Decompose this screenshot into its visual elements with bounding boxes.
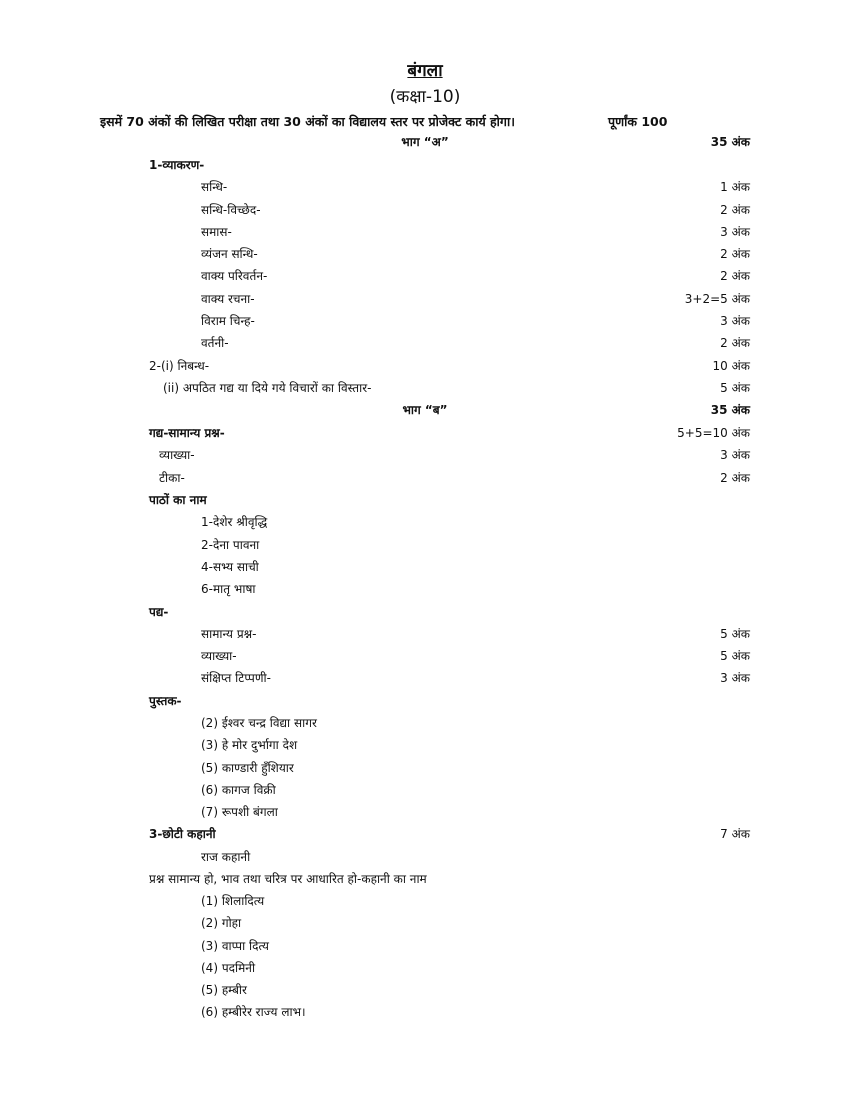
- list-item: [100, 667, 750, 689]
- lesson-name: 1-देशेर श्रीवृद्धि: [201, 515, 268, 529]
- lessons-heading: पाठों का नाम: [149, 493, 207, 507]
- book-name: (6) कागज विक्री: [201, 783, 276, 797]
- poetry-heading-row: [100, 601, 750, 623]
- prose-row: [100, 422, 750, 444]
- item-label: संक्षिप्त टिप्पणी-: [201, 671, 271, 685]
- list-item: [100, 511, 750, 533]
- short-story-heading: 3-छोटी कहानी: [149, 827, 216, 841]
- item-label: वाक्य परिवर्तन-: [201, 269, 268, 283]
- item-label: वाक्य रचना-: [201, 292, 255, 306]
- item-label: व्यंजन सन्धि-: [201, 247, 258, 261]
- list-item: [100, 467, 750, 489]
- lesson-name: 4-सभ्य साची: [201, 560, 259, 574]
- item-label: विराम चिन्ह-: [201, 314, 255, 328]
- list-item: [100, 957, 750, 979]
- item-marks: 2 अंक: [720, 247, 750, 261]
- list-item: [100, 757, 750, 779]
- lesson-name: 2-देना पावना: [201, 538, 260, 552]
- essay-row: [100, 355, 750, 377]
- list-item: [100, 243, 750, 265]
- item-marks: 5 अंक: [720, 627, 750, 641]
- list-item: [100, 890, 750, 912]
- list-item: [100, 779, 750, 801]
- item-marks: 2 अंक: [720, 471, 750, 485]
- item-marks: 3 अंक: [720, 448, 750, 462]
- short-story-note-row: [100, 868, 750, 890]
- item-label: सन्धि-विच्छेद-: [201, 203, 261, 217]
- short-story-row: [100, 823, 750, 845]
- story-name: (3) वाप्पा दित्य: [201, 939, 269, 953]
- page-title: बंगला: [407, 61, 443, 81]
- item-marks: 2 अंक: [720, 269, 750, 283]
- part-a-heading-row: [100, 131, 750, 153]
- part-a-marks: 35 अंक: [710, 135, 750, 149]
- list-item: [100, 623, 750, 645]
- list-item: [100, 556, 750, 578]
- poetry-heading: पद्य-: [149, 605, 169, 619]
- expansion-label: (ii) अपठित गद्य या दिये गये विचारों का विस्तार-: [163, 381, 372, 395]
- item-label: व्याख्या-: [201, 649, 237, 663]
- list-item: [100, 645, 750, 667]
- story-name: (1) शिलादित्य: [201, 894, 265, 908]
- item-label: टीका-: [159, 471, 185, 485]
- prose-marks: 5+5=10 अंक: [677, 426, 750, 440]
- item-label: समास-: [201, 225, 232, 239]
- list-item: [100, 1001, 750, 1023]
- part-a-heading: भाग “अ”: [401, 135, 449, 149]
- item-label: वर्तनी-: [201, 336, 229, 350]
- item-label: व्याख्या-: [159, 448, 195, 462]
- total-marks: पूर्णांक 100: [608, 114, 668, 129]
- list-item: [100, 846, 750, 868]
- grammar-heading: 1-व्याकरण-: [149, 158, 205, 172]
- item-label: सामान्य प्रश्न-: [201, 627, 257, 641]
- item-label: सन्धि-: [201, 180, 228, 194]
- part-b-marks: 35 अंक: [710, 403, 750, 417]
- list-item: [100, 199, 750, 221]
- expansion-marks: 5 अंक: [720, 381, 750, 395]
- short-story-marks: 7 अंक: [720, 827, 750, 841]
- book-name: (3) हे मोर दुर्भागा देश: [201, 738, 298, 752]
- item-marks: 2 अंक: [720, 336, 750, 350]
- story-name: (5) हम्बीर: [201, 983, 247, 997]
- list-item: [100, 734, 750, 756]
- part-b-heading: भाग “ब”: [402, 403, 448, 417]
- list-item: [100, 712, 750, 734]
- story-name: (6) हम्बीरेर राज्य लाभ।: [201, 1005, 306, 1019]
- list-item: [100, 979, 750, 1001]
- list-item: [100, 801, 750, 823]
- list-item: [100, 912, 750, 934]
- item-marks: 5 अंक: [720, 649, 750, 663]
- list-item: [100, 935, 750, 957]
- story-name: (2) गोहा: [201, 916, 242, 930]
- book-name: (7) रूपशी बंगला: [201, 805, 278, 819]
- expansion-row: [100, 377, 750, 399]
- essay-label: 2-(i) निबन्ध-: [149, 359, 210, 373]
- item-marks: 3 अंक: [720, 225, 750, 239]
- item-marks: 3+2=5 अंक: [684, 292, 750, 306]
- short-story-book: राज कहानी: [201, 850, 251, 864]
- list-item: [100, 578, 750, 600]
- list-item: [100, 310, 750, 332]
- item-marks: 3 अंक: [720, 314, 750, 328]
- grammar-heading-row: [100, 154, 750, 176]
- part-b-heading-row: [100, 399, 750, 421]
- item-marks: 2 अंक: [720, 203, 750, 217]
- list-item: [100, 221, 750, 243]
- short-story-note: प्रश्न सामान्य हो, भाव तथा चरित्र पर आधारित हो-कहानी का नाम: [149, 872, 427, 886]
- story-name: (4) पदमिनी: [201, 961, 256, 975]
- lessons-heading-row: [100, 489, 750, 511]
- lesson-name: 6-मातृ भाषा: [201, 582, 256, 596]
- book-name: (5) काण्डारी हुँशियार: [201, 761, 294, 775]
- book-name: (2) ईश्वर चन्द्र विद्या सागर: [201, 716, 317, 730]
- list-item: [100, 288, 750, 310]
- list-item: [100, 332, 750, 354]
- books-heading-row: [100, 690, 750, 712]
- list-item: [100, 176, 750, 198]
- intro-text: इसमें 70 अंकों की लिखित परीक्षा तथा 30 अंकों का विद्यालय स्तर पर प्रोजेक्ट कार्य होगा।: [100, 114, 515, 129]
- books-heading: पुस्तक-: [149, 694, 182, 708]
- page-subtitle: (कक्षा-10): [389, 87, 461, 107]
- list-item: [100, 444, 750, 466]
- list-item: [100, 534, 750, 556]
- list-item: [100, 265, 750, 287]
- essay-marks: 10 अंक: [712, 359, 750, 373]
- item-marks: 1 अंक: [720, 180, 750, 194]
- item-marks: 3 अंक: [720, 671, 750, 685]
- prose-heading: गद्य-सामान्य प्रश्न-: [149, 426, 225, 440]
